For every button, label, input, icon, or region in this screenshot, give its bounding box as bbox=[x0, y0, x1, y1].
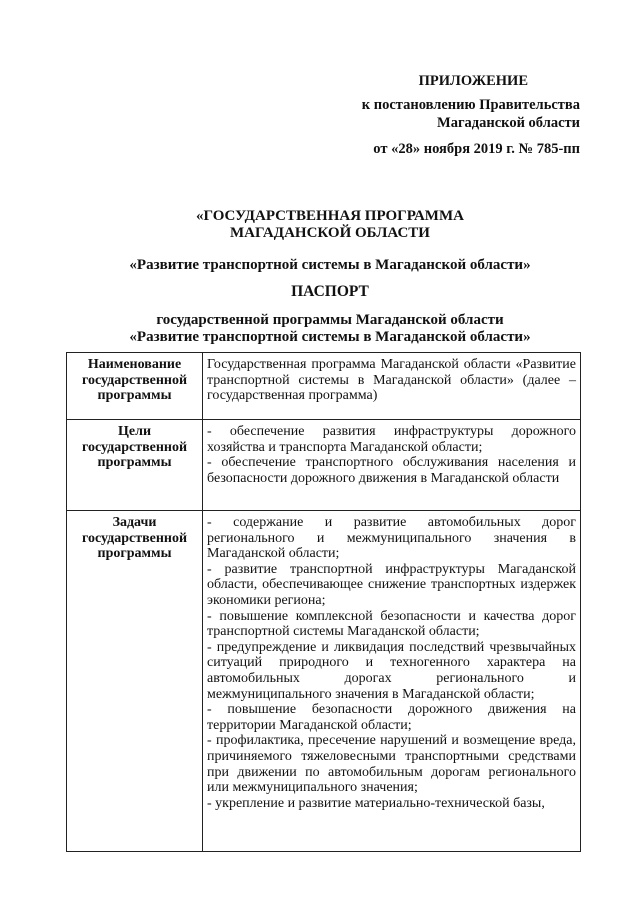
appendix-date: от «28» ноября 2019 г. № 785-пп bbox=[373, 141, 580, 157]
program-title-line-1: «ГОСУДАРСТВЕННАЯ ПРОГРАММА bbox=[196, 208, 464, 224]
row-label: Наименование государственной программы bbox=[67, 353, 203, 420]
appendix-line-1: к постановлению Правительства bbox=[361, 97, 580, 113]
row-item: Государственная программа Магаданской области «Развитие транспортной системы в Магаданской области» (далее – государственная программа) bbox=[207, 357, 576, 404]
row-label: Задачи государственной программы bbox=[67, 511, 203, 852]
row-item: - повышение комплексной безопасности и качества дорог транспортной системы Магаданской области; bbox=[207, 608, 576, 640]
appendix-block bbox=[330, 72, 580, 158]
row-content bbox=[203, 511, 581, 852]
row-item: - обеспечение развития инфраструктуры дорожного хозяйства и транспорта Магаданской области; bbox=[207, 424, 576, 455]
row-content bbox=[203, 353, 581, 420]
passport-subtitle-line-1: государственной программы Магаданской области bbox=[156, 312, 504, 328]
row-item: - укрепление и развитие материально-технической базы, bbox=[207, 795, 545, 811]
table-row bbox=[67, 353, 581, 420]
appendix-line-2: Магаданской области bbox=[437, 115, 580, 131]
row-content bbox=[203, 420, 581, 511]
row-item: - предупреждение и ликвидация последствий чрезвычайных ситуаций природного и техногенного характера на автомобильных дорогах регионального и межмуниципального значения в Магаданской области; bbox=[207, 639, 576, 702]
row-label: Цели государственной программы bbox=[67, 420, 203, 511]
passport-subtitle bbox=[60, 312, 600, 346]
passport-subtitle-line-2: «Развитие транспортной системы в Магаданской области» bbox=[129, 329, 531, 345]
table-row bbox=[67, 511, 581, 852]
row-item: - развитие транспортной инфраструктуры Магаданской области, обеспечивающее снижение транспортных издержек экономики региона; bbox=[207, 561, 576, 608]
passport-heading: ПАСПОРТ bbox=[291, 283, 369, 300]
passport-table bbox=[66, 352, 581, 852]
program-title bbox=[60, 208, 600, 242]
row-item: - профилактика, пресечение нарушений и возмещение вреда, причиняемого тяжеловесными транспортными средствами при движении по автомобильным дорогам регионального или межмуниципального значения; bbox=[207, 733, 576, 796]
row-item: - повышение безопасности дорожного движения на территории Магаданской области; bbox=[207, 702, 576, 733]
table-row bbox=[67, 420, 581, 511]
program-name: «Развитие транспортной системы в Магаданской области» bbox=[129, 257, 531, 273]
program-title-line-2: МАГАДАНСКОЙ ОБЛАСТИ bbox=[230, 225, 430, 241]
appendix-title: ПРИЛОЖЕНИЕ bbox=[418, 73, 528, 89]
row-item: - содержание и развитие автомобильных дорог регионального и межмуниципального значения в Магаданской области; bbox=[207, 515, 576, 562]
row-item: - обеспечение транспортного обслуживания населения и безопасности дорожного движения в Магаданской области bbox=[207, 455, 576, 486]
